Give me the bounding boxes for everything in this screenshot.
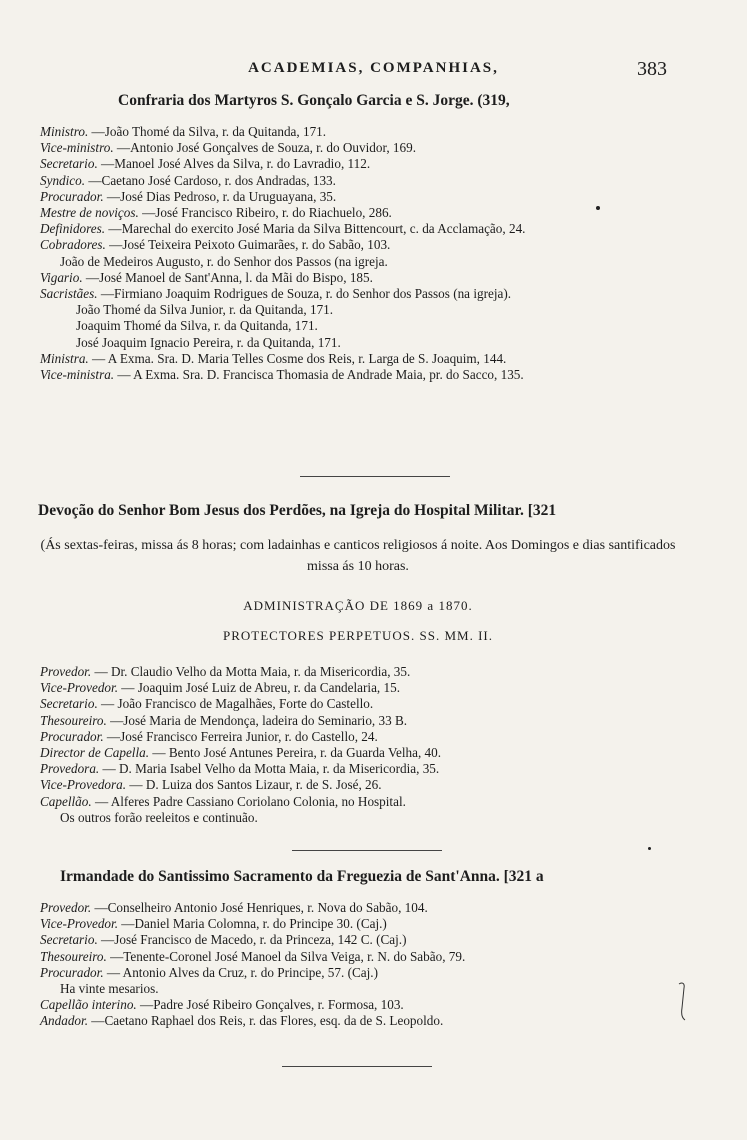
list-item: Secretario. — João Francisco de Magalhães, Forte do Castello. xyxy=(40,696,374,712)
list-item: Vice-Provedora. — D. Luiza dos Santos Lizaur, r. de S. José, 26. xyxy=(40,777,382,793)
list-item: Vice-ministro. —Antonio José Gonçalves de Souza, r. do Ouvidor, 169. xyxy=(40,140,417,156)
list-item: João Thomé da Silva Junior, r. da Quitanda, 171. xyxy=(76,302,334,318)
list-item: Provedora. — D. Maria Isabel Velho da Motta Maia, r. da Misericordia, 35. xyxy=(40,761,440,777)
list-item: Capellão interino. —Padre José Ribeiro Gonçalves, r. Formosa, 103. xyxy=(40,997,404,1013)
running-title: ACADEMIAS, COMPANHIAS, xyxy=(248,60,499,76)
section2-list xyxy=(40,664,675,826)
list-item: Andador. —Caetano Raphael dos Reis, r. das Flores, esq. da de S. Leopoldo. xyxy=(40,1013,444,1029)
section-heading-confraria: Confraria dos Martyros S. Gonçalo Garcia e S. Jorge. (319, xyxy=(118,92,510,109)
list-item: Secretario. —Manoel José Alves da Silva, r. do Lavradio, 112. xyxy=(40,156,371,172)
list-item: Ministra. — A Exma. Sra. D. Maria Telles Cosme dos Reis, r. Larga de S. Joaquim, 144. xyxy=(40,350,507,366)
section3-list xyxy=(40,900,675,1030)
list-item: Vice-Provedor. —Daniel Maria Colomna, r. do Principe 30. (Caj.) xyxy=(40,916,387,932)
list-item: Definidores. —Marechal do exercito José Maria da Silva Bittencourt, c. da Acclamação, 24. xyxy=(40,221,526,237)
list-item: José Joaquim Ignacio Pereira, r. da Quitanda, 171. xyxy=(76,334,341,350)
list-item: Ministro. —João Thomé da Silva, r. da Quitanda, 171. xyxy=(40,124,327,139)
list-item: Thesoureiro. —José Maria de Mendonça, ladeira do Seminario, 33 B. xyxy=(40,712,408,728)
list-item: Cobradores. —José Teixeira Peixoto Guimarães, r. do Sabão, 103. xyxy=(40,237,391,253)
list-item: Ha vinte mesarios. xyxy=(60,981,159,997)
divider xyxy=(300,476,450,477)
list-item: Vice-ministra. — A Exma. Sra. D. Francisca Thomasia de Andrade Maia, pr. do Sacco, 135. xyxy=(40,367,524,383)
section-heading-devocao: Devoção do Senhor Bom Jesus dos Perdões, na Igreja do Hospital Militar. [321 xyxy=(38,502,557,519)
list-item: Syndico. —Caetano José Cardoso, r. dos Andradas, 133. xyxy=(40,172,336,188)
protectors-line: PROTECTORES PERPETUOS. SS. MM. II. xyxy=(223,628,493,643)
list-item: Vigario. —José Manoel de Sant'Anna, l. da Mãi do Bispo, 185. xyxy=(40,269,373,285)
divider xyxy=(282,1066,432,1067)
section-heading-irmandade: Irmandade do Santissimo Sacramento da Freguezia de Sant'Anna. [321 a xyxy=(60,868,544,885)
list-item: Procurador. — Antonio Alves da Cruz, r. do Principe, 57. (Caj.) xyxy=(40,964,378,980)
page-number: 383 xyxy=(637,58,667,80)
ink-spot xyxy=(596,206,600,210)
list-item: Director de Capella. — Bento José Antunes Pereira, r. da Guarda Velha, 40. xyxy=(40,745,442,761)
administration-period: ADMINISTRAÇÃO DE 1869 a 1870. xyxy=(243,598,473,613)
list-item: Procurador. —José Dias Pedroso, r. da Uruguayana, 35. xyxy=(40,188,337,204)
list-item: Thesoureiro. —Tenente-Coronel José Manoel da Silva Veiga, r. N. do Sabão, 79. xyxy=(40,948,466,964)
list-item: Provedor. —Conselheiro Antonio José Henriques, r. Nova do Sabão, 104. xyxy=(40,900,428,915)
handwritten-mark xyxy=(676,980,688,1024)
list-item: Provedor. — Dr. Claudio Velho da Motta Maia, r. da Misericordia, 35. xyxy=(40,664,411,679)
list-item: Capellão. — Alferes Padre Cassiano Coriolano Colonia, no Hospital. xyxy=(40,793,406,809)
divider xyxy=(292,850,442,851)
section1-list xyxy=(40,124,675,383)
list-item: Secretario. —José Francisco de Macedo, r. da Princeza, 142 C. (Caj.) xyxy=(40,932,407,948)
list-item: Vice-Provedor. — Joaquim José Luiz de Abreu, r. da Candelaria, 15. xyxy=(40,680,400,696)
schedule-note: (Ás sextas-feiras, missa ás 8 horas; com ladainhas e canticos religiosos á noite. Aos Domingos e dias santificados missa ás 10 horas. xyxy=(40,538,676,574)
list-item: Sacristães. —Firmiano Joaquim Rodrigues de Souza, r. do Senhor dos Passos (na igreja). xyxy=(40,286,512,302)
list-item: Mestre de noviços. —José Francisco Ribeiro, r. do Riachuelo, 286. xyxy=(40,205,392,221)
list-item: Joaquim Thomé da Silva, r. da Quitanda, 171. xyxy=(76,318,318,334)
ink-spot xyxy=(648,847,651,850)
list-item: Procurador. —José Francisco Ferreira Junior, r. do Castello, 24. xyxy=(40,728,378,744)
list-item: João de Medeiros Augusto, r. do Senhor dos Passos (na igreja. xyxy=(60,253,388,269)
list-item: Os outros forão reeleitos e continuão. xyxy=(60,809,258,825)
